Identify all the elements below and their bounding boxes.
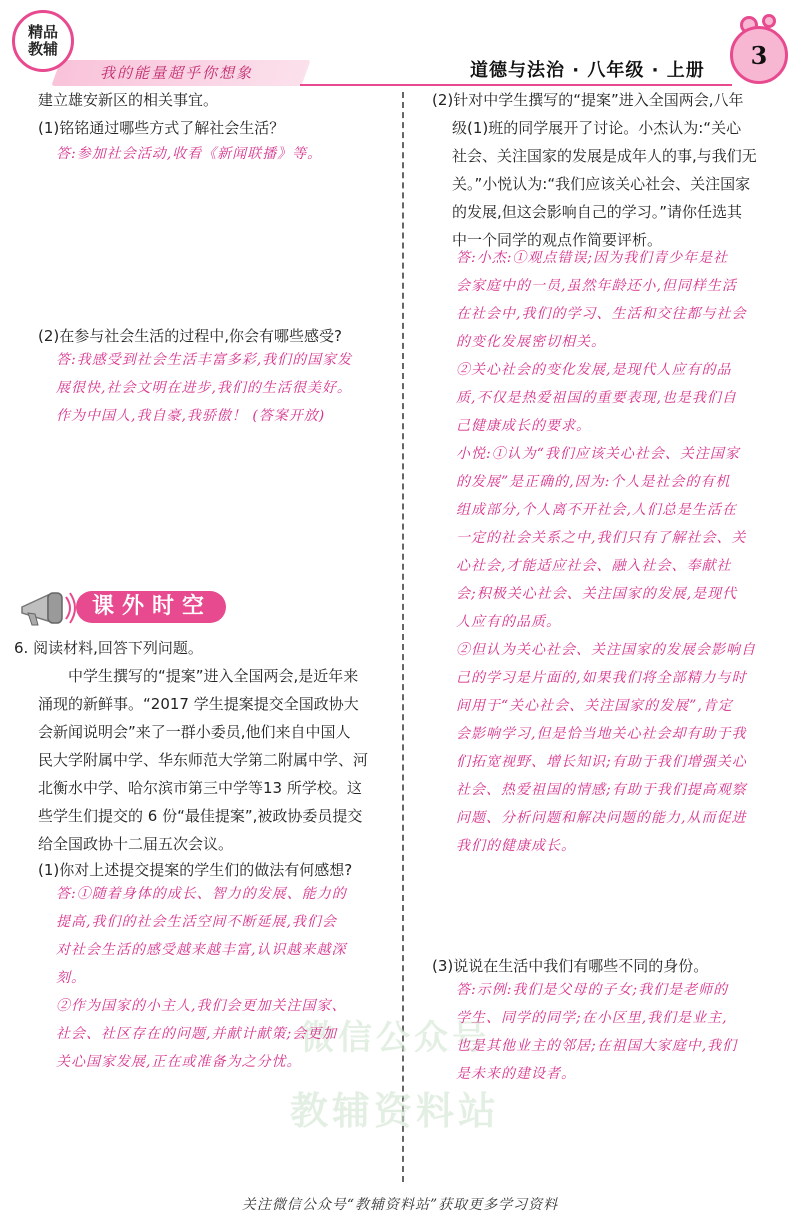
answer-line: 是未来的建设者。: [456, 1066, 576, 1082]
material-line: 会新闻说明会”来了一群小委员,他们来自中国人: [38, 723, 351, 741]
watermark-line2: 教辅资料站: [290, 1089, 501, 1133]
answer-6-3: [456, 976, 737, 1088]
answer-line: 小悦:①认为“我们应该关心社会、关注国家: [456, 446, 740, 462]
question-line: 关。”小悦认为:“我们应该关心社会、关注国家: [452, 175, 751, 193]
publisher-logo: [12, 10, 74, 72]
answer-line: 社会、热爱祖国的情感;有助于我们提高观察: [456, 782, 747, 798]
answer-2: [56, 346, 352, 430]
page-number: 3: [750, 40, 768, 70]
answer-1: 答:参加社会活动,收看《新闻联播》等。: [56, 146, 323, 162]
answer-line: 间用于“关心社会、关注国家的发展”,肯定: [456, 698, 733, 714]
question-line: 的发展,但这会影响自己的学习。”请你任选其: [452, 203, 743, 221]
answer-line: 答:我感受到社会生活丰富多彩,我们的国家发: [56, 352, 353, 368]
material-line: 给全国政协十二届五次会议。: [38, 835, 234, 853]
answer-line: 人应有的品质。: [456, 614, 561, 630]
material-line: 涌现的新鲜事。“2017 学生提案提交全国政协大: [38, 695, 359, 713]
logo-line2: 教辅: [27, 40, 58, 58]
answer-line: 展很快,社会文明在进步,我们的生活很美好。: [56, 380, 352, 396]
question-6-1: (1)你对上述提交提案的学生们的做法有何感想?: [38, 861, 353, 879]
answer-line: 提高,我们的社会生活空间不断延展,我们会: [56, 914, 337, 930]
answer-line: 心社会,才能适应社会、融入社会、奉献社: [456, 558, 732, 574]
question-line: 级(1)班的同学展开了讨论。小杰认为:“关心: [452, 119, 742, 137]
answer-line: 在社会中,我们的学习、生活和交往都与社会: [456, 306, 747, 322]
answer-line: 的发展”是正确的,因为:个人是社会的有机: [456, 474, 731, 490]
answer-line: 会;积极关心社会、关注国家的发展,是现代: [456, 586, 738, 602]
answer-line: 们拓宽视野、增长知识;有助于我们增强关心: [456, 754, 747, 770]
answer-line: 会家庭中的一员,虽然年龄还小,但同样生活: [456, 278, 737, 294]
question-1: (1)铭铭通过哪些方式了解社会生活？: [38, 119, 285, 137]
material-line: 民大学附属中学、华东师范大学第二附属中学、河: [38, 751, 369, 769]
answer-line: 我们的健康成长。: [456, 838, 576, 854]
answer-line: 社会、社区存在的问题,并献计献策;会更加: [56, 1026, 338, 1042]
question-line: (2)针对中学生撰写的“提案”进入全国两会,八年: [432, 91, 744, 109]
answer-line: 质,不仅是热爱祖国的重要表现,也是我们自: [456, 390, 737, 406]
slogan-text: 我的能量超乎你想象: [100, 64, 254, 82]
material-line: 些学生们提交的 6 份“最佳提案”,被政协委员提交: [38, 807, 363, 825]
question-6: 6. 阅读材料,回答下列问题。: [14, 639, 203, 657]
question-2: (2)在参与社会生活的过程中,你会有哪些感受?: [38, 327, 342, 345]
question-line: 社会、关注国家的发展是成年人的事,与我们无: [452, 147, 757, 165]
section-title: 课外时空: [92, 594, 213, 619]
answer-line: 己健康成长的要求。: [456, 418, 591, 434]
book-title: 道德与法治 · 八年级 · 上册: [470, 60, 705, 81]
answer-6-2: [456, 244, 756, 860]
answer-line: 组成部分,个人离不开社会,人们总是生活在: [456, 502, 737, 518]
answer-line: 问题、分析问题和解决问题的能力,从而促进: [456, 810, 747, 826]
answer-line: 答:示例:我们是父母的子女;我们是老师的: [456, 982, 729, 998]
answer-line: 刻。: [56, 970, 86, 986]
continuation-text: 建立雄安新区的相关事宜。: [38, 91, 219, 109]
answer-line: 学生、同学的同学;在小区里,我们是业主,: [456, 1010, 728, 1026]
answer-line: 会影响学习,但是恰当地关心社会却有助于我: [456, 726, 747, 742]
answer-line: 答:①随着身体的成长、智力的发展、能力的: [56, 886, 347, 902]
answer-line: ②关心社会的变化发展,是现代人应有的品: [456, 362, 732, 378]
answer-line: 己的学习是片面的,如果我们将全部精力与时: [456, 670, 747, 686]
material-line: 北衡水中学、哈尔滨市第三中学等13 所学校。这: [38, 779, 362, 797]
footer-note: 关注微信公众号“教辅资料站”获取更多学习资料: [241, 1197, 559, 1213]
reading-material: [38, 662, 368, 858]
question-line: 中一个同学的观点作简要评析。: [452, 231, 663, 249]
section-header: [14, 587, 224, 629]
answer-line: 的变化发展密切相关。: [456, 334, 606, 350]
answer-line: 答:小杰:①观点错误;因为我们青少年是社: [456, 250, 729, 266]
page-number-badge: [730, 26, 788, 84]
answer-line: ②但认为关心社会、关注国家的发展会影响自: [456, 642, 756, 658]
question-6-3: (3)说说在生活中我们有哪些不同的身份。: [432, 957, 709, 975]
megaphone-icon: [18, 587, 82, 629]
answer-6-1: [56, 880, 347, 1076]
logo-line1: 精品: [27, 23, 58, 41]
question-6-2: [432, 86, 757, 254]
answer-line: 一定的社会关系之中,我们只有了解社会、关: [456, 530, 747, 546]
answer-line: 也是其他业主的邻居;在祖国大家庭中,我们: [456, 1038, 738, 1054]
answer-line: 对社会生活的感受越来越丰富,认识越来越深: [56, 942, 347, 958]
answer-line: ②作为国家的小主人,我们会更加关注国家、: [56, 998, 347, 1014]
answer-line: 关心国家发展,正在或准备为之分忧。: [56, 1054, 302, 1070]
material-line: 中学生撰写的“提案”进入全国两会,是近年来: [38, 667, 359, 685]
answer-line: 作为中国人,我自豪,我骄傲！ (答案开放): [56, 408, 326, 424]
watermark-line1: 微信公众号: [300, 1018, 490, 1058]
